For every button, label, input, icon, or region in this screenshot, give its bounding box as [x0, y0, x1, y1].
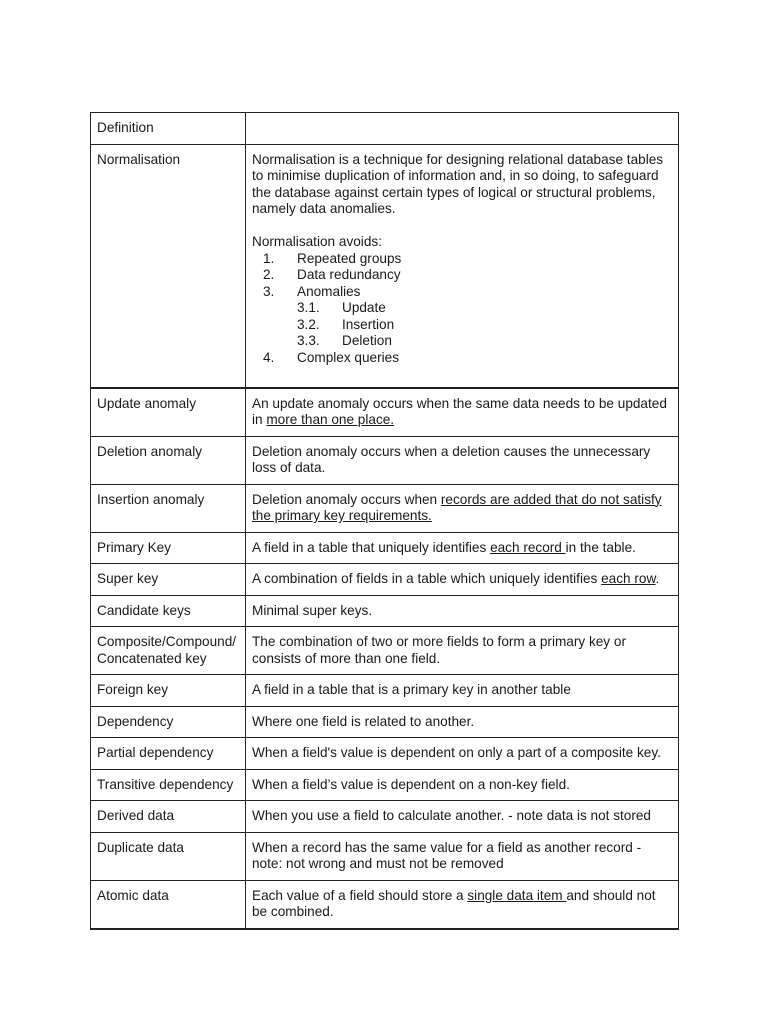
table-row: Transitive dependency When a field’s value is dependent on a non-key field.	[91, 769, 679, 801]
definition-cell	[246, 144, 679, 388]
normalisation-intro: Normalisation is a technique for designing relational database tables to minimise duplication of information and, in so doing, to safeguard the database against certain types of logical or structural problems, namely data anomalies.	[252, 151, 664, 216]
table-row: Foreign key A field in a table that is a primary key in another table	[91, 675, 679, 707]
table-row	[91, 113, 679, 145]
term-foreign-key: Foreign key	[97, 682, 169, 697]
list-item: 4. Complex queries	[263, 349, 399, 365]
list-item: 3.1. Update	[297, 300, 386, 315]
avoids-list	[252, 251, 672, 301]
list-item: 3.3. Deletion	[297, 333, 392, 348]
header-term-cell	[91, 113, 246, 145]
header-definition-cell	[246, 113, 679, 145]
term-composite-line1: Composite/Compound/	[97, 634, 237, 649]
term-super-key: Super key	[97, 571, 159, 586]
term-dependency: Dependency	[97, 713, 174, 729]
table-row: Candidate keys Minimal super keys.	[91, 595, 679, 627]
table-row: Update anomaly An update anomaly occurs when the same data needs to be updated in more than one place.	[91, 388, 679, 437]
table-row: Partial dependency When a field's value is dependent on only a part of a composite key.	[91, 738, 679, 770]
normalisation-avoids-label: Normalisation avoids:	[252, 234, 382, 249]
term-deletion-anomaly: Deletion anomaly	[97, 443, 203, 459]
term-primary-key: Primary Key	[97, 539, 172, 555]
list-item: 1. Repeated groups	[263, 250, 402, 266]
list-item: 3. Anomalies	[263, 283, 361, 299]
term-derived-data: Derived data	[97, 808, 175, 823]
term-atomic-data: Atomic data	[97, 887, 169, 903]
table-row	[91, 144, 679, 388]
term-update-anomaly: Update anomaly	[97, 395, 196, 411]
term-duplicate-data: Duplicate data	[97, 839, 184, 855]
term-cell	[91, 144, 246, 388]
term-insertion-anomaly: Insertion anomaly	[97, 491, 205, 507]
table-row: Dependency Where one field is related to another.	[91, 706, 679, 738]
table-row: Atomic data Each value of a field should store a single data item and should not be combined.	[91, 880, 679, 929]
avoids-list-cont	[252, 350, 672, 367]
term-normalisation: Normalisation	[97, 151, 181, 167]
term-candidate-keys: Candidate keys	[97, 602, 191, 618]
term-transitive-dependency: Transitive dependency	[97, 776, 234, 792]
anomalies-sublist	[252, 300, 672, 350]
table-row: Insertion anomaly Deletion anomaly occurs when records are added that do not satisfy the primary key requirements.	[91, 484, 679, 532]
header-term: Definition	[97, 120, 154, 135]
term-composite-line2: Concatenated key	[97, 650, 207, 666]
table-row: Super key A combination of fields in a table which uniquely identifies each row.	[91, 564, 679, 596]
table-row: Duplicate data When a record has the same value for a field as another record - note: not wrong and must not be removed	[91, 832, 679, 880]
list-item: 3.2. Insertion	[297, 316, 395, 332]
term-partial-dependency: Partial dependency	[97, 745, 214, 760]
table-row: Deletion anomaly Deletion anomaly occurs when a deletion causes the unnecessary loss of data.	[91, 436, 679, 484]
table-row: Primary Key A field in a table that uniquely identifies each record in the table.	[91, 532, 679, 564]
table-row: Derived data When you use a field to calculate another. - note data is not stored	[91, 801, 679, 833]
table-row: Composite/Compound/ Concatenated key The combination of two or more fields to form a primary key or consists of more than one field.	[91, 627, 679, 675]
list-item: 2. Data redundancy	[263, 267, 401, 282]
definitions-table	[90, 112, 679, 930]
